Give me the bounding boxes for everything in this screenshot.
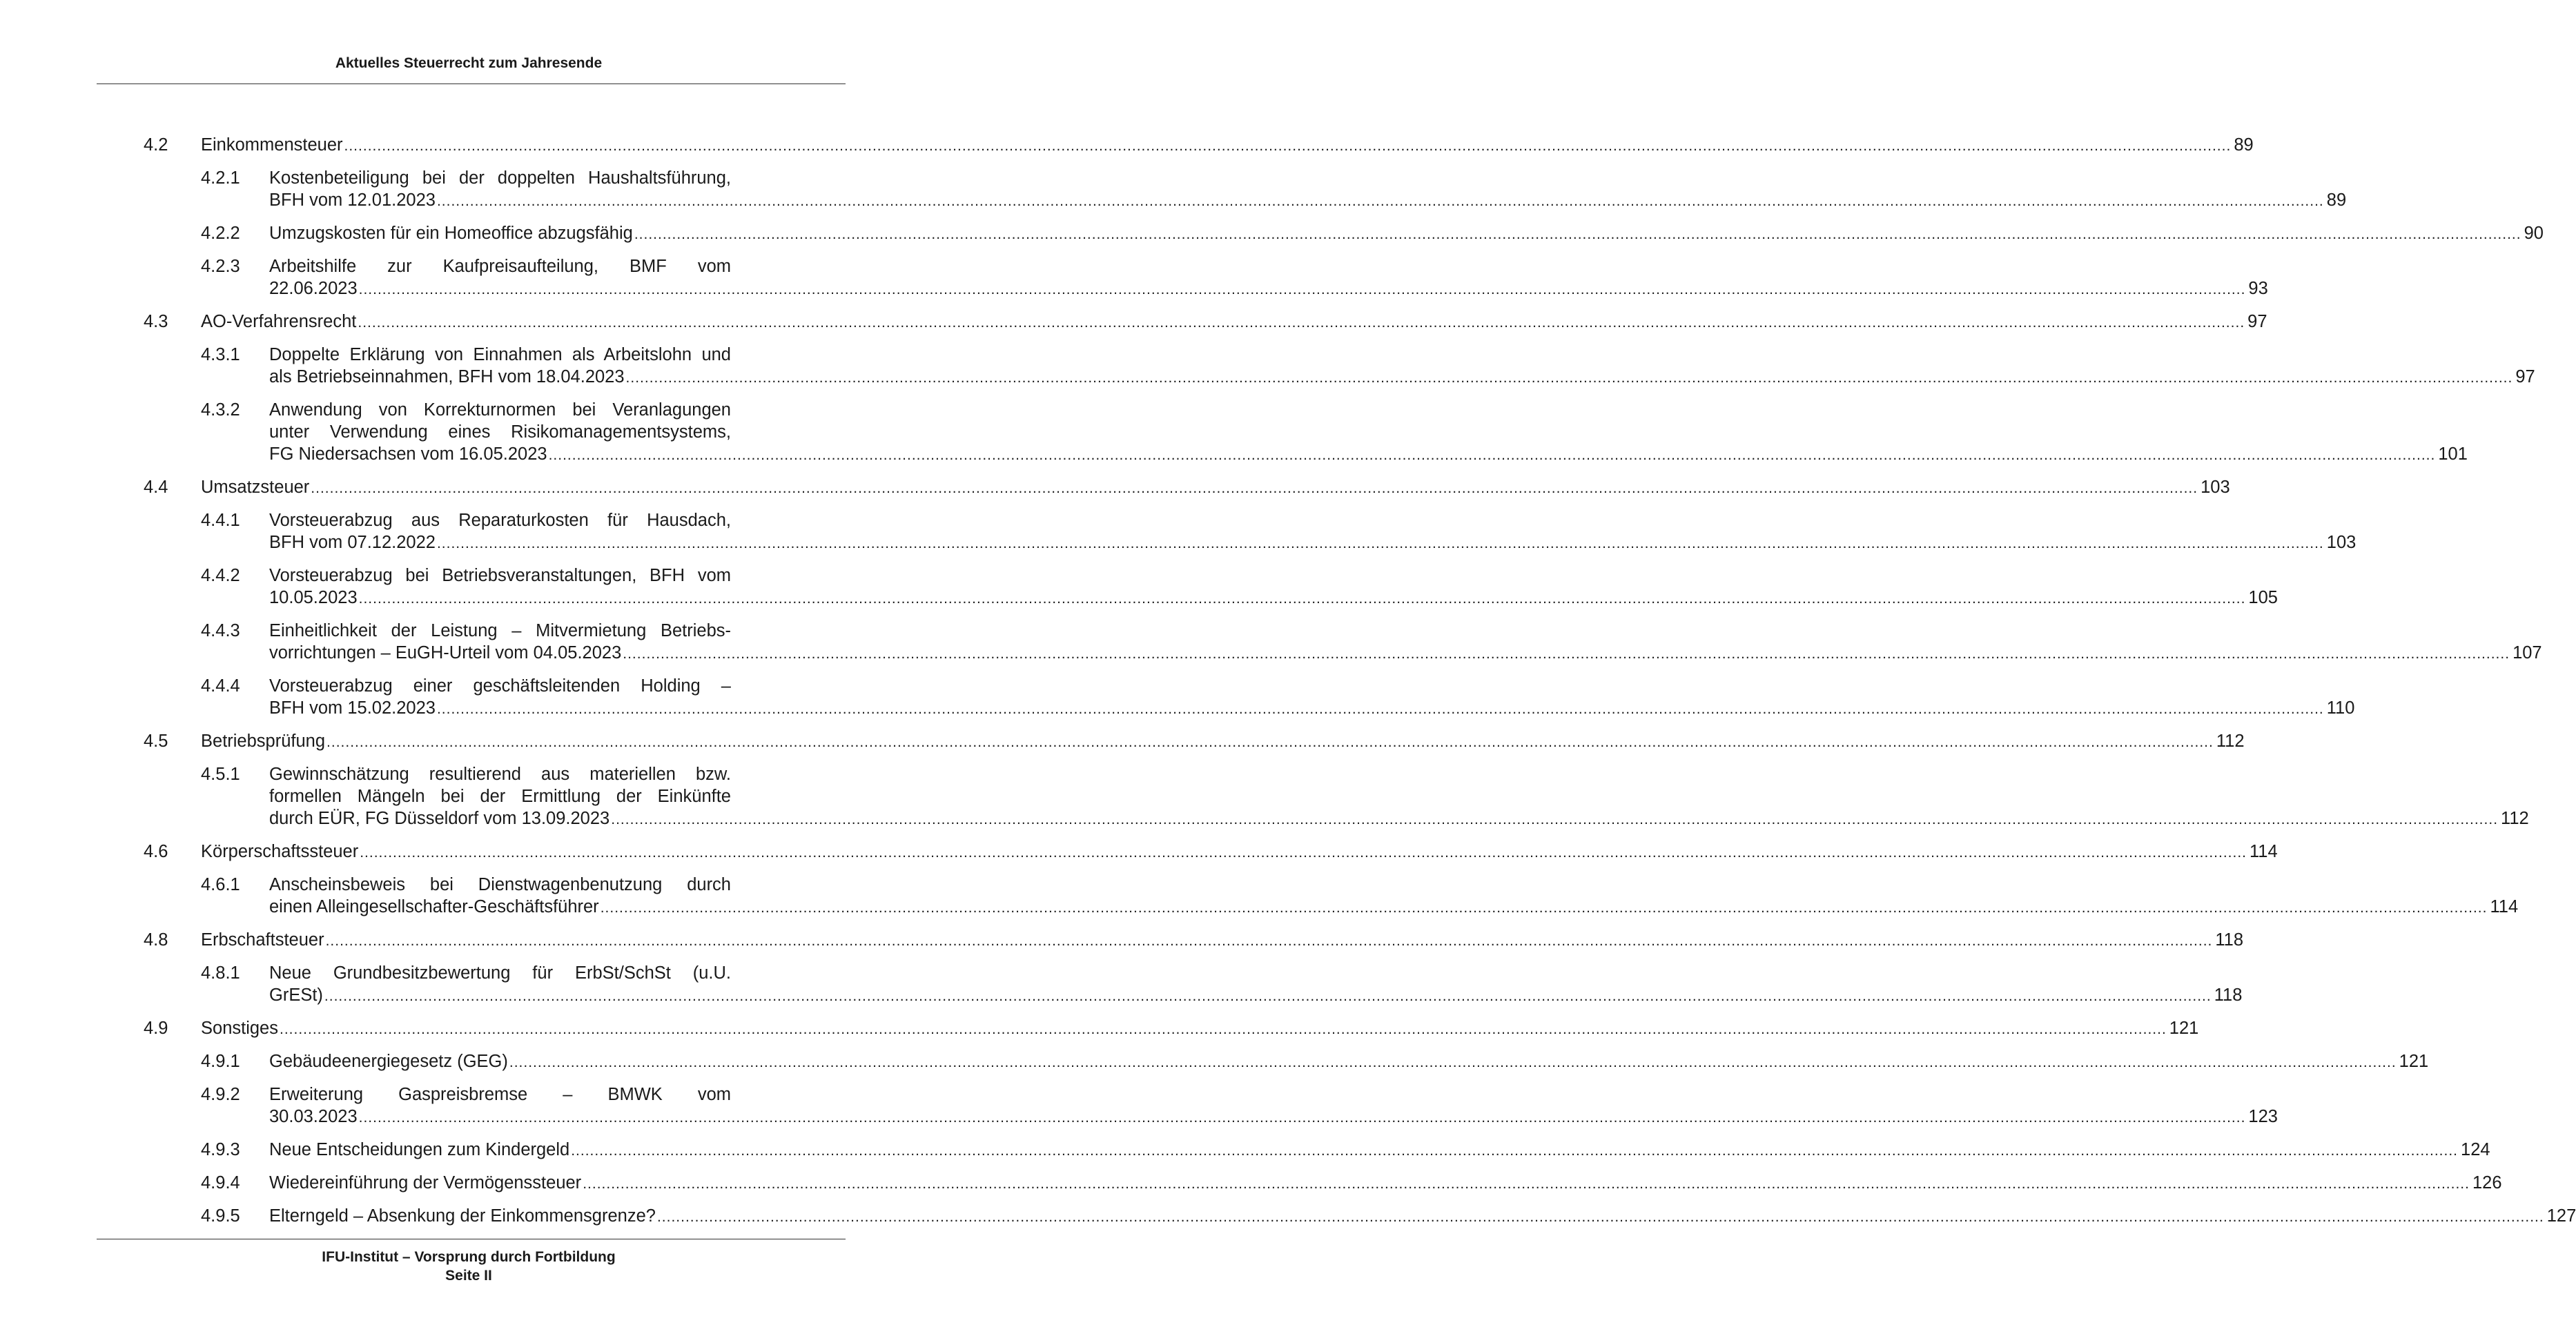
toc-entry-title: FG Niedersachsen vom 16.05.2023 (269, 444, 547, 464)
toc-entry-page: 93 (2248, 279, 2268, 298)
toc-entry (0, 1205, 2576, 1228)
toc-entry-title-line: Doppelte Erklärung von Einnahmen als Arbeitslohn und (269, 345, 731, 364)
toc-entry-title-line: Einheitlichkeit der Leistung – Mitvermietung Betriebs- (269, 621, 731, 640)
toc-entry-page: 114 (2490, 897, 2519, 916)
footer-institute: IFU-Institut – Vorsprung durch Fortbildung (322, 1249, 616, 1265)
toc-entry-page: 105 (2248, 588, 2278, 607)
toc-entry-title: vorrichtungen – EuGH-Urteil vom 04.05.2023 (269, 643, 622, 662)
toc-entry-page: 97 (2247, 312, 2267, 331)
toc-entry-number: 4.2.2 (201, 224, 240, 243)
toc-entry-title-line: Anscheinsbeweis bei Dienstwagenbenutzung durch (269, 875, 731, 894)
toc-entry-number: 4.2.3 (201, 257, 240, 276)
dot-leader: ................................................................................................................................................................................................................................................................................................................................................................................................................ (634, 226, 2521, 242)
dot-leader: ................................................................................................................................................................................................................................................................................................................................................................................................................ (324, 988, 2212, 1004)
toc-entry-title: Betriebsprüfung (201, 732, 326, 751)
toc-entry-title-line: Vorsteuerabzug aus Reparaturkosten für Hausdach, (269, 511, 731, 530)
toc-entry-title-line: Kostenbeteiligung bei der doppelten Haushaltsführung, (269, 168, 731, 188)
toc-entry (0, 1139, 2490, 1162)
toc-entry-number: 4.9 (144, 1019, 168, 1038)
toc-entry-page: 101 (2438, 444, 2468, 464)
footer-page-number: Seite II (445, 1268, 492, 1284)
toc-entry (0, 929, 2244, 952)
dot-leader: ................................................................................................................................................................................................................................................................................................................................................................................................................ (509, 1054, 2397, 1070)
toc-entry-title: BFH vom 07.12.2022 (269, 533, 436, 552)
toc-entry (0, 509, 2357, 555)
toc-entry-title-line: Vorsteuerabzug einer geschäftsleitenden Holding – (269, 676, 731, 696)
toc-entry-page: 89 (2234, 135, 2254, 155)
toc-entry (0, 134, 2254, 157)
toc-entry-title-line: unter Verwendung eines Risikomanagementsystems, (269, 422, 731, 442)
toc-entry-page: 121 (2399, 1052, 2429, 1071)
toc-entry-text (269, 344, 2535, 389)
toc-entry-title: 30.03.2023 (269, 1107, 358, 1126)
toc-entry-page: 97 (2515, 367, 2535, 386)
toc-entry-text (269, 763, 2529, 831)
dot-leader: ................................................................................................................................................................................................................................................................................................................................................................................................................ (548, 447, 2436, 463)
toc-entry (0, 565, 2278, 610)
toc-entry-page: 90 (2524, 224, 2544, 243)
toc-entry-text (201, 311, 2267, 334)
toc-entry-text (269, 399, 2468, 467)
dot-leader: ................................................................................................................................................................................................................................................................................................................................................................................................................ (656, 1209, 2544, 1225)
toc-entry (0, 222, 2544, 246)
dot-leader: ................................................................................................................................................................................................................................................................................................................................................................................................................ (600, 900, 2488, 916)
dot-leader: ................................................................................................................................................................................................................................................................................................................................................................................................................ (344, 138, 2232, 154)
toc-entry-title: Elterngeld – Absenkung der Einkommensgrenze? (269, 1206, 656, 1226)
toc-entry-number: 4.6.1 (201, 875, 240, 894)
toc-entry-number: 4.6 (144, 842, 168, 861)
toc-entry-page: 124 (2461, 1140, 2490, 1159)
toc-entry (0, 255, 2268, 301)
dot-leader: ................................................................................................................................................................................................................................................................................................................................................................................................................ (358, 1110, 2246, 1126)
toc-entry-title: als Betriebseinnahmen, BFH vom 18.04.2023 (269, 367, 625, 386)
toc-entry (0, 874, 2519, 919)
toc-entry-title: einen Alleingesellschafter-Geschäftsführer (269, 897, 599, 916)
toc-entry-page: 126 (2472, 1173, 2502, 1192)
dot-leader: ................................................................................................................................................................................................................................................................................................................................................................................................................ (625, 370, 2513, 386)
toc-entry-number: 4.2.1 (201, 168, 240, 188)
toc-entry-number: 4.4.4 (201, 676, 240, 696)
toc-entry-text (269, 962, 2243, 1008)
toc-entry (0, 476, 2230, 500)
toc-entry-text (269, 222, 2544, 246)
toc-entry-page: 118 (2215, 930, 2244, 950)
toc-entry-text (269, 1172, 2502, 1195)
header-title: Aktuelles Steuerrecht zum Jahresende (335, 55, 603, 71)
toc-entry-text (201, 476, 2230, 500)
toc-entry-page: 118 (2214, 985, 2243, 1005)
toc-entry-text (269, 1139, 2490, 1162)
toc-entry-number: 4.9.1 (201, 1052, 240, 1071)
toc-entry-number: 4.4 (144, 478, 168, 497)
table-of-contents (0, 134, 2576, 1228)
toc-entry-title-line: formellen Mängeln bei der Ermittlung der Einkünfte (269, 787, 731, 806)
dot-leader: ................................................................................................................................................................................................................................................................................................................................................................................................................ (358, 591, 2246, 607)
toc-entry-number: 4.5.1 (201, 765, 240, 784)
toc-entry-title: BFH vom 12.01.2023 (269, 190, 436, 210)
toc-entry-number: 4.8 (144, 930, 168, 950)
toc-entry-text (201, 730, 2245, 754)
toc-entry-title: Gebäudeenergiegesetz (GEG) (269, 1052, 508, 1071)
dot-leader: ................................................................................................................................................................................................................................................................................................................................................................................................................ (436, 701, 2324, 717)
toc-entry-title: Körperschaftssteuer (201, 842, 359, 861)
toc-entry-text (269, 1083, 2278, 1129)
toc-entry-title-line: Vorsteuerabzug bei Betriebsveranstaltungen, BFH vom (269, 566, 731, 585)
toc-entry (0, 311, 2267, 334)
dot-leader: ................................................................................................................................................................................................................................................................................................................................................................................................................ (436, 536, 2324, 551)
dot-leader: ................................................................................................................................................................................................................................................................................................................................................................................................................ (583, 1176, 2470, 1192)
dot-leader: ................................................................................................................................................................................................................................................................................................................................................................................................................ (611, 812, 2499, 827)
toc-entry-text (269, 620, 2542, 665)
toc-entry-title: Umsatzsteuer (201, 478, 310, 497)
toc-entry-title: Umzugskosten für ein Homeoffice abzugsfähig (269, 224, 633, 243)
dot-leader: ................................................................................................................................................................................................................................................................................................................................................................................................................ (360, 845, 2247, 861)
toc-entry (0, 1017, 2199, 1041)
toc-entry-title-line: Erweiterung Gaspreisbremse – BMWK vom (269, 1085, 731, 1104)
toc-entry-title: BFH vom 15.02.2023 (269, 698, 436, 718)
toc-entry-page: 89 (2326, 190, 2347, 210)
toc-entry (0, 841, 2278, 864)
toc-entry-title: GrESt) (269, 985, 323, 1005)
dot-leader: ................................................................................................................................................................................................................................................................................................................................................................................................................ (358, 282, 2246, 297)
toc-entry-number: 4.3 (144, 312, 168, 331)
toc-entry (0, 1083, 2278, 1129)
toc-entry-number: 4.4.2 (201, 566, 240, 585)
toc-entry-number: 4.3.2 (201, 400, 240, 420)
toc-entry-title-line: Arbeitshilfe zur Kaufpreisaufteilung, BMF vom (269, 257, 731, 276)
toc-entry (0, 620, 2542, 665)
toc-entry (0, 675, 2355, 720)
toc-entry-title: 10.05.2023 (269, 588, 358, 607)
dot-leader: ................................................................................................................................................................................................................................................................................................................................................................................................................ (311, 480, 2198, 496)
toc-entry-page: 112 (2216, 732, 2245, 751)
toc-entry-page: 123 (2248, 1107, 2278, 1126)
toc-entry-number: 4.4.1 (201, 511, 240, 530)
toc-entry-title: Einkommensteuer (201, 135, 343, 155)
toc-entry-number: 4.5 (144, 732, 168, 751)
toc-entry (0, 763, 2529, 831)
toc-entry-text (201, 841, 2278, 864)
toc-entry-title: Wiedereinführung der Vermögenssteuer (269, 1173, 582, 1192)
toc-entry-text (269, 509, 2357, 555)
toc-entry (0, 344, 2535, 389)
dot-leader: ................................................................................................................................................................................................................................................................................................................................................................................................................ (280, 1021, 2167, 1037)
toc-entry (0, 730, 2245, 754)
toc-entry-number: 4.9.5 (201, 1206, 240, 1226)
toc-entry-number: 4.8.1 (201, 963, 240, 983)
toc-entry-text (269, 565, 2278, 610)
toc-entry-page: 112 (2501, 809, 2529, 828)
toc-entry (0, 167, 2347, 213)
toc-entry-number: 4.9.2 (201, 1085, 240, 1104)
dot-leader: ................................................................................................................................................................................................................................................................................................................................................................................................................ (358, 315, 2245, 331)
toc-entry-title-line: Neue Grundbesitzbewertung für ErbSt/SchSt (u.U. (269, 963, 731, 983)
toc-entry-number: 4.9.3 (201, 1140, 240, 1159)
toc-entry-text (201, 929, 2244, 952)
toc-entry (0, 399, 2468, 467)
toc-entry-page: 121 (2169, 1019, 2199, 1038)
toc-entry-title-line: Anwendung von Korrekturnormen bei Veranlagungen (269, 400, 731, 420)
toc-entry-number: 4.4.3 (201, 621, 240, 640)
toc-entry (0, 962, 2243, 1008)
toc-entry-number: 4.2 (144, 135, 168, 155)
toc-entry-title: Neue Entscheidungen zum Kindergeld (269, 1140, 570, 1159)
toc-entry-title: Erbschaftsteuer (201, 930, 324, 950)
toc-entry-page: 127 (2546, 1206, 2576, 1226)
toc-entry-page: 103 (2326, 533, 2357, 552)
dot-leader: ................................................................................................................................................................................................................................................................................................................................................................................................................ (436, 193, 2324, 209)
toc-entry-text (269, 255, 2268, 301)
dot-leader: ................................................................................................................................................................................................................................................................................................................................................................................................................ (325, 933, 2213, 949)
toc-entry (0, 1172, 2502, 1195)
toc-entry-title: 22.06.2023 (269, 279, 358, 298)
toc-entry-title: AO-Verfahrensrecht (201, 312, 357, 331)
toc-entry-text (269, 167, 2347, 213)
toc-entry-title: durch EÜR, FG Düsseldorf vom 13.09.2023 (269, 809, 610, 828)
toc-entry-page: 110 (2326, 698, 2355, 718)
toc-entry-page: 114 (2250, 842, 2278, 861)
toc-entry-title: Sonstiges (201, 1019, 278, 1038)
toc-entry (0, 1050, 2429, 1074)
dot-leader: ................................................................................................................................................................................................................................................................................................................................................................................................................ (623, 646, 2510, 662)
dot-leader: ................................................................................................................................................................................................................................................................................................................................................................................................................ (571, 1143, 2459, 1159)
toc-entry-text (201, 1017, 2199, 1041)
toc-entry-text (201, 134, 2254, 157)
toc-entry-text (269, 874, 2519, 919)
toc-entry-number: 4.9.4 (201, 1173, 240, 1192)
toc-entry-number: 4.3.1 (201, 345, 240, 364)
dot-leader: ................................................................................................................................................................................................................................................................................................................................................................................................................ (326, 734, 2214, 750)
toc-entry-title-line: Gewinnschätzung resultierend aus materiellen bzw. (269, 765, 731, 784)
toc-entry-text (269, 1050, 2429, 1074)
toc-entry-text (269, 1205, 2576, 1228)
toc-entry-page: 103 (2201, 478, 2230, 497)
toc-entry-page: 107 (2512, 643, 2542, 662)
toc-entry-text (269, 675, 2355, 720)
